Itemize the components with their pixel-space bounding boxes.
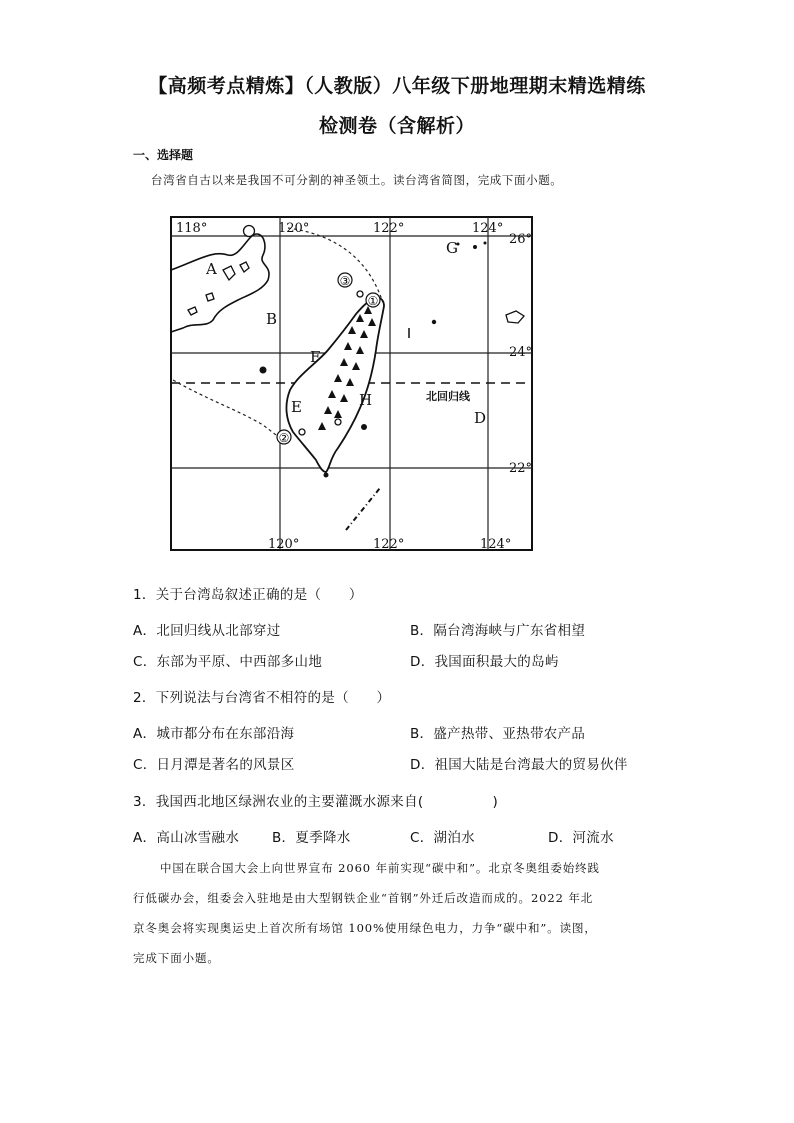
question-3-option-d: D．河流水 — [548, 830, 614, 846]
lon-label-124-bottom: 124° — [480, 537, 512, 552]
lon-label-124-top: 124° — [472, 221, 504, 236]
circled-number-1: ① — [367, 294, 379, 308]
question-intro: 台湾省自古以来是我国不可分割的神圣领土。读台湾省简图，完成下面小题。 — [151, 173, 563, 187]
question-3-stem: 3．我国西北地区绿洲农业的主要灌溉水源来自( ) — [133, 794, 499, 810]
passage-line-4: 完成下面小题。 — [133, 951, 220, 965]
lat-label-26: 26° — [509, 232, 533, 247]
lon-label-122-top: 122° — [373, 221, 405, 236]
map-letter-g: G — [446, 239, 458, 257]
lon-label-122-bottom: 122° — [373, 537, 405, 552]
question-2-option-c: C．日月潭是著名的风景区 — [133, 757, 295, 773]
passage-line-1: 中国在联合国大会上向世界宣布 2060 年前实现“碳中和”。北京冬奥组委始终践 — [160, 861, 600, 875]
question-2-stem: 2．下列说法与台湾省不相符的是（ ） — [133, 690, 391, 706]
question-1-option-a: A．北回归线从北部穿过 — [133, 623, 281, 639]
passage-line-3: 京冬奥会将实现奥运史上首次所有场馆 100%使用绿色电力，力争“碳中和”。读图， — [133, 921, 597, 935]
question-3-option-a: A．高山冰雪融水 — [133, 830, 240, 846]
document-title-line2: 检测卷（含解析） — [318, 115, 475, 137]
question-2-option-a: A．城市都分布在东部沿海 — [133, 726, 295, 742]
circled-number-3: ③ — [339, 274, 351, 288]
map-letter-h: H — [359, 391, 373, 409]
section-heading: 一、选择题 — [133, 148, 194, 162]
question-1-stem: 1．关于台湾岛叙述正确的是（ ） — [133, 587, 363, 603]
lon-label-118-top: 118° — [176, 221, 208, 236]
lat-label-22: 22° — [509, 461, 533, 476]
question-2-option-b: B．盛产热带、亚热带农产品 — [410, 726, 586, 742]
question-3-option-b: B．夏季降水 — [272, 830, 351, 846]
taiwan-map — [168, 210, 534, 554]
map-letter-d: D — [474, 409, 487, 427]
map-letter-a: A — [206, 260, 217, 278]
lat-label-24: 24° — [509, 345, 533, 360]
question-3-option-c: C．湖泊水 — [410, 830, 475, 846]
question-1-option-b: B．隔台湾海峡与广东省相望 — [410, 623, 586, 639]
map-letter-f: F — [310, 348, 321, 366]
passage-line-2: 行低碳办会，组委会入驻地是由大型钢铁企业“首钢”外迁后改造而成的。2022 年北 — [133, 891, 594, 905]
tropic-label: 北回归线 — [426, 390, 470, 403]
lon-label-120-top: 120° — [278, 221, 310, 236]
map-letter-e: E — [291, 398, 302, 416]
lon-label-120-bottom: 120° — [268, 537, 300, 552]
document-title-line1: 【高频考点精炼】（人教版）八年级下册地理期末精选精练 — [148, 75, 646, 97]
question-2-option-d: D．祖国大陆是台湾最大的贸易伙伴 — [410, 757, 628, 773]
question-1-option-d: D．我国面积最大的岛屿 — [410, 654, 559, 670]
question-1-option-c: C．东部为平原、中西部多山地 — [133, 654, 323, 670]
circled-number-2: ② — [278, 431, 290, 445]
map-letter-b: B — [266, 310, 278, 328]
